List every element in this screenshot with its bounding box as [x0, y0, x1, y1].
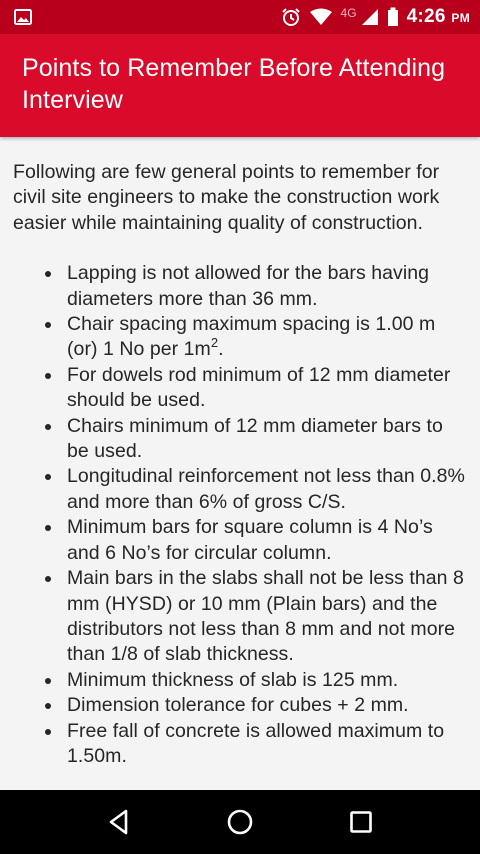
list-item: Lapping is not allowed for the bars having diameters more than 36 mm. — [13, 261, 468, 312]
bullet-icon — [45, 474, 51, 480]
bullet-icon — [45, 678, 51, 684]
intro-paragraph: Following are few general points to remember for civil site engineers to make the construction work easier while maintaining quality of construction. — [13, 161, 440, 234]
navigation-bar — [0, 790, 480, 854]
list-item: Free fall of concrete is allowed maximum to 1.50m. — [13, 719, 468, 770]
image-notification-icon — [14, 9, 32, 25]
bullet-icon — [45, 322, 51, 328]
signal-icon — [361, 8, 379, 26]
back-icon — [107, 809, 131, 835]
list-item: Longitudinal reinforcement not less than 0.8% and more than 6% of gross C/S. — [13, 464, 468, 515]
superscript: 2 — [210, 335, 219, 351]
recents-icon — [349, 810, 373, 834]
home-button[interactable] — [220, 802, 260, 842]
bullet-icon — [45, 373, 51, 379]
bullet-icon — [45, 271, 51, 277]
app-bar — [0, 34, 480, 137]
bullet-icon — [45, 703, 51, 709]
bullet-icon — [45, 525, 51, 531]
home-icon — [226, 808, 254, 836]
list-item: Dimension tolerance for cubes + 2 mm. — [13, 693, 468, 718]
status-clock-ampm: PM — [451, 11, 470, 25]
back-button[interactable] — [99, 802, 139, 842]
status-bar — [0, 0, 480, 34]
network-type-label: 4G — [340, 6, 357, 20]
list-item: Main bars in the slabs shall not be less than 8 mm (HYSD) or 10 mm (Plain bars) and the distributors not less than 8 mm and not more than 1/8 of slab thickness. — [13, 566, 468, 668]
points-list — [13, 261, 468, 769]
page-title: Points to Remember Before Attending Interview — [22, 54, 446, 114]
list-item: Chair spacing maximum spacing is 1.00 m (or) 1 No per $1m^2$. — [13, 312, 468, 363]
wifi-icon — [309, 8, 333, 26]
alarm-icon — [281, 7, 301, 27]
list-item: Chairs minimum of 12 mm diameter bars to be used. — [13, 414, 468, 465]
bullet-icon — [45, 424, 51, 430]
recents-button[interactable] — [341, 802, 381, 842]
article-content[interactable] — [0, 137, 480, 790]
list-item: For dowels rod minimum of 12 mm diameter should be used. — [13, 363, 468, 414]
bullet-icon — [45, 729, 51, 735]
bullet-icon — [45, 576, 51, 582]
list-item: Minimum thickness of slab is 125 mm. — [13, 668, 468, 693]
battery-icon — [387, 7, 399, 27]
list-item: Minimum bars for square column is 4 No’s and 6 No’s for circular column. — [13, 515, 468, 566]
status-clock: 4:26 PM — [406, 6, 470, 27]
